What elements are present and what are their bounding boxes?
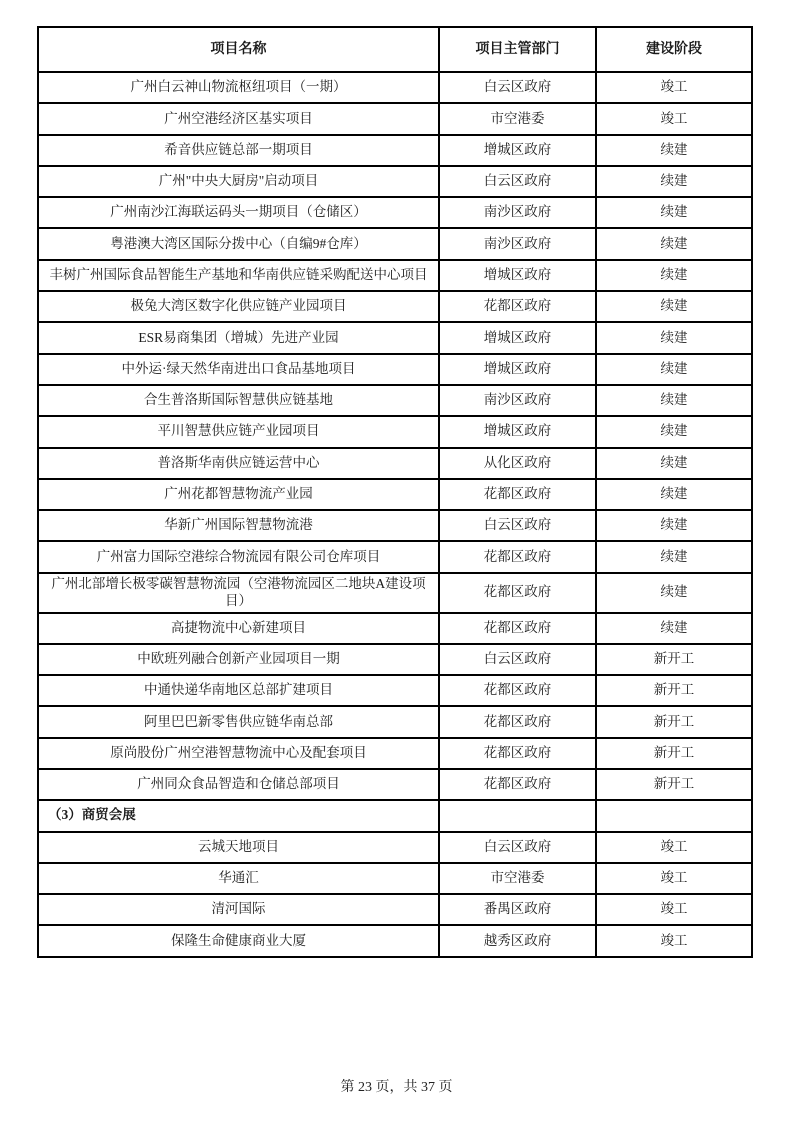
dept-cell: 花都区政府 [439,769,596,800]
stage-cell: 续建 [596,135,752,166]
table-row [38,644,752,675]
stage-cell: 续建 [596,479,752,510]
dept-cell: 增城区政府 [439,322,596,353]
dept-cell: 花都区政府 [439,291,596,322]
stage-cell: 竣工 [596,863,752,894]
table-row [38,103,752,134]
project-name-cell: 粤港澳大湾区国际分拨中心（自编9#仓库） [38,228,439,259]
header-dept: 项目主管部门 [439,27,596,72]
project-name-cell: 希音供应链总部一期项目 [38,135,439,166]
stage-cell: 竣工 [596,832,752,863]
stage-cell: 新开工 [596,706,752,737]
dept-cell: 从化区政府 [439,448,596,479]
dept-cell: 市空港委 [439,103,596,134]
stage-cell: 续建 [596,197,752,228]
project-name-cell: 清河国际 [38,894,439,925]
dept-cell: 花都区政府 [439,675,596,706]
table-row [38,925,752,956]
project-name-cell: 高捷物流中心新建项目 [38,613,439,644]
table-row [38,448,752,479]
dept-cell: 花都区政府 [439,541,596,572]
project-name-cell: 广州空港经济区基实项目 [38,103,439,134]
project-name-cell: 中通快递华南地区总部扩建项目 [38,675,439,706]
table-row [38,72,752,103]
dept-cell: 增城区政府 [439,416,596,447]
stage-cell: 续建 [596,228,752,259]
stage-cell: 竣工 [596,925,752,956]
dept-cell: 白云区政府 [439,166,596,197]
dept-cell: 增城区政府 [439,260,596,291]
project-name-cell: （3）商贸会展 [38,800,439,831]
project-name-cell: 中外运·绿天然华南进出口食品基地项目 [38,354,439,385]
dept-cell: 南沙区政府 [439,197,596,228]
project-name-cell: 广州"中央大厨房"启动项目 [38,166,439,197]
project-name-cell: 平川智慧供应链产业园项目 [38,416,439,447]
dept-cell [439,800,596,831]
project-name-cell: ESR易商集团（增城）先进产业园 [38,322,439,353]
stage-cell: 竣工 [596,72,752,103]
stage-cell: 续建 [596,510,752,541]
table-row [38,135,752,166]
table-row [38,416,752,447]
page-number-footer: 第 23 页，共 37 页 [340,1080,453,1095]
project-name-cell: 广州北部增长极零碳智慧物流园（空港物流园区二地块A建设项目） [38,573,439,613]
dept-cell: 增城区政府 [439,354,596,385]
table-row [38,260,752,291]
stage-cell: 续建 [596,322,752,353]
table-row [38,541,752,572]
project-name-cell: 合生普洛斯国际智慧供应链基地 [38,385,439,416]
project-name-cell: 广州花都智慧物流产业园 [38,479,439,510]
project-name-cell: 云城天地项目 [38,832,439,863]
stage-cell: 竣工 [596,894,752,925]
project-name-cell: 阿里巴巴新零售供应链华南总部 [38,706,439,737]
stage-cell: 续建 [596,541,752,572]
project-name-cell: 极兔大湾区数字化供应链产业园项目 [38,291,439,322]
dept-cell: 花都区政府 [439,738,596,769]
stage-cell: 续建 [596,354,752,385]
stage-cell [596,800,752,831]
table-row [38,832,752,863]
table-row [38,354,752,385]
project-name-cell: 广州富力国际空港综合物流园有限公司仓库项目 [38,541,439,572]
stage-cell: 续建 [596,260,752,291]
stage-cell: 续建 [596,166,752,197]
table-row [38,675,752,706]
table-row [38,706,752,737]
stage-cell: 新开工 [596,738,752,769]
project-name-cell: 华通汇 [38,863,439,894]
project-name-cell: 广州同众食品智造和仓储总部项目 [38,769,439,800]
project-name-cell: 丰树广州国际食品智能生产基地和华南供应链采购配送中心项目 [38,260,439,291]
projects-table [37,26,753,958]
table-row [38,738,752,769]
stage-cell: 新开工 [596,769,752,800]
stage-cell: 续建 [596,448,752,479]
stage-cell: 续建 [596,573,752,613]
project-name-cell: 原尚股份广州空港智慧物流中心及配套项目 [38,738,439,769]
table-row [38,863,752,894]
project-name-cell: 中欧班列融合创新产业园项目一期 [38,644,439,675]
stage-cell: 续建 [596,416,752,447]
header-row [38,27,752,72]
dept-cell: 白云区政府 [439,510,596,541]
stage-cell: 新开工 [596,644,752,675]
stage-cell: 竣工 [596,103,752,134]
stage-cell: 续建 [596,291,752,322]
table-row [38,613,752,644]
table-row [38,510,752,541]
table-row [38,894,752,925]
project-name-cell: 广州白云神山物流枢纽项目（一期） [38,72,439,103]
dept-cell: 南沙区政府 [439,228,596,259]
dept-cell: 番禺区政府 [439,894,596,925]
dept-cell: 花都区政府 [439,573,596,613]
table-row [38,769,752,800]
stage-cell: 续建 [596,385,752,416]
table-row [38,166,752,197]
dept-cell: 花都区政府 [439,479,596,510]
dept-cell: 白云区政府 [439,644,596,675]
table-body [38,72,752,957]
stage-cell: 新开工 [596,675,752,706]
stage-cell: 续建 [596,613,752,644]
header-stage: 建设阶段 [596,27,752,72]
table-row [38,573,752,613]
project-name-cell: 普洛斯华南供应链运营中心 [38,448,439,479]
project-name-cell: 华新广州国际智慧物流港 [38,510,439,541]
project-name-cell: 广州南沙江海联运码头一期项目（仓储区） [38,197,439,228]
table-row [38,228,752,259]
dept-cell: 花都区政府 [439,706,596,737]
dept-cell: 市空港委 [439,863,596,894]
table-row [38,197,752,228]
dept-cell: 越秀区政府 [439,925,596,956]
dept-cell: 花都区政府 [439,613,596,644]
dept-cell: 白云区政府 [439,832,596,863]
dept-cell: 增城区政府 [439,135,596,166]
table-row [38,479,752,510]
dept-cell: 南沙区政府 [439,385,596,416]
table-row [38,385,752,416]
project-name-cell: 保隆生命健康商业大厦 [38,925,439,956]
table-row [38,291,752,322]
table-row [38,322,752,353]
dept-cell: 白云区政府 [439,72,596,103]
header-project-name: 项目名称 [38,27,439,72]
section-row [38,800,752,831]
